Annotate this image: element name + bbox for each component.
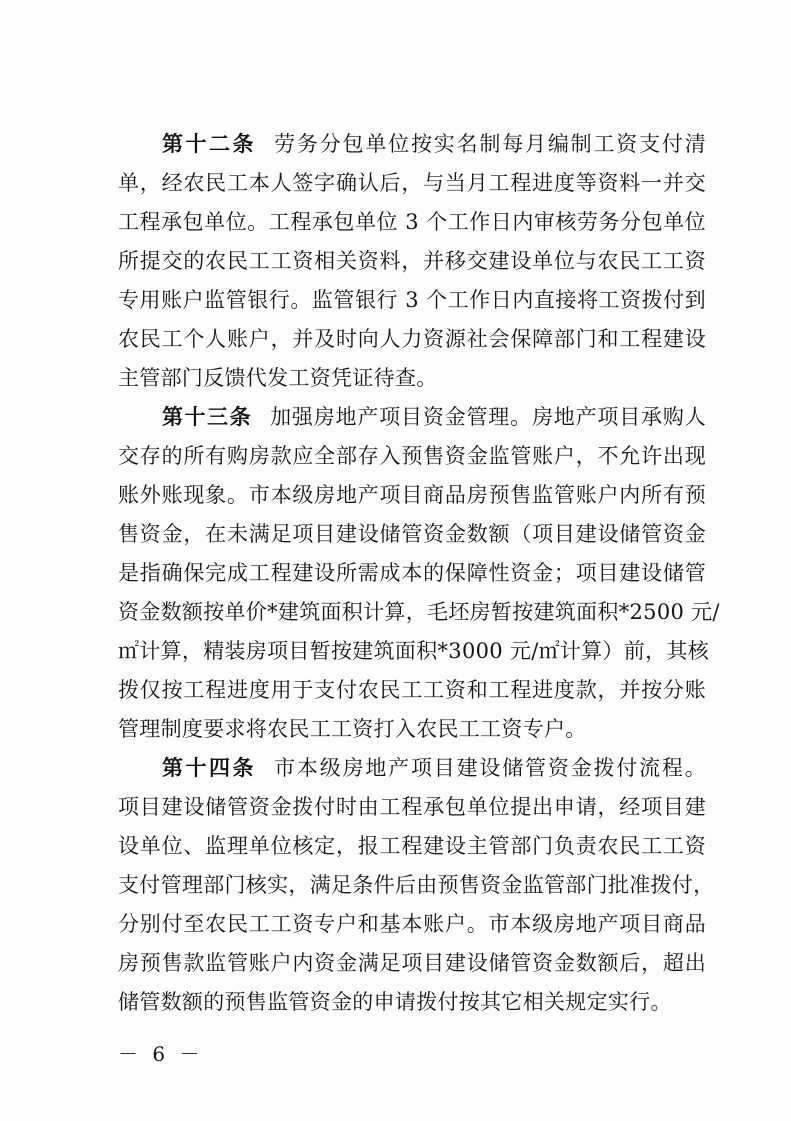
article-12-text: 劳务分包单位按实名制每月编制工资支付清: [274, 132, 707, 156]
article-12-line-2: 单，经农民工本人签字确认后，与当月工程进度等资料一并交: [118, 171, 706, 195]
article-13-line-9: 管理制度要求将农民工工资打入农民工工资专户。: [118, 717, 587, 741]
article-13-line-8: 拨仅按工程进度用于支付农民工工资和工程进度款，并按分账: [118, 678, 706, 702]
article-12-line-3: 工程承包单位。工程承包单位 3 个工作日内审核劳务分包单位: [118, 210, 706, 234]
article-13-line-2: 交存的所有购房款应全部存入预售资金监管账户，不允许出现: [118, 444, 706, 468]
article-14-number: 第十四条: [162, 756, 257, 780]
article-14-line-1: [162, 750, 706, 786]
article-13-line-4: 售资金，在未满足项目建设储管资金数额（项目建设储管资金: [118, 522, 706, 546]
article-13-line-1: [162, 399, 706, 435]
page-number: － 6 －: [118, 1042, 204, 1066]
article-12-line-6: 农民工个人账户，并及时向人力资源社会保障部门和工程建设: [118, 327, 706, 351]
article-13-line-6: 资金数额按单价*建筑面积计算，毛坯房暂按建筑面积*2500 元/: [118, 600, 720, 624]
article-12-line-1: [162, 126, 706, 162]
article-14-line-7: 储管数额的预售监管资金的申请拨付按其它相关规定实行。: [118, 990, 672, 1014]
article-14-line-4: 支付管理部门核实，满足条件后由预售资金监管部门批准拨付，: [118, 873, 715, 897]
article-12-line-7: 主管部门反馈代发工资凭证待查。: [118, 366, 438, 390]
article-13-line-3: 账外账现象。市本级房地产项目商品房预售监管账户内所有预: [118, 483, 706, 507]
article-14-line-6: 房预售款监管账户内资金满足项目建设储管资金数额后，超出: [118, 951, 706, 975]
article-13-line-7: ㎡计算，精装房项目暂按建筑面积*3000 元/㎡计算）前，其核: [118, 639, 709, 663]
article-12-line-4: 所提交的农民工工资相关资料，并移交建设单位与农民工工资: [118, 249, 706, 273]
article-12-line-5: 专用账户监管银行。监管银行 3 个工作日内直接将工资拨付到: [118, 288, 706, 312]
article-13-line-5: 是指确保完成工程建设所需成本的保障性资金；项目建设储管: [118, 561, 706, 585]
article-14-line-5: 分别付至农民工工资专户和基本账户。市本级房地产项目商品: [118, 912, 706, 936]
article-14-line-3: 设单位、监理单位核定，报工程建设主管部门负责农民工工资: [118, 834, 706, 858]
article-13-text: 加强房地产项目资金管理。房地产项目承购人: [270, 405, 707, 429]
article-14-text: 市本级房地产项目建设储管资金拨付流程。: [274, 756, 707, 780]
article-13-number: 第十三条: [162, 405, 253, 429]
article-12-number: 第十二条: [162, 132, 257, 156]
article-14-line-2: 项目建设储管资金拨付时由工程承包单位提出申请，经项目建: [118, 795, 706, 819]
